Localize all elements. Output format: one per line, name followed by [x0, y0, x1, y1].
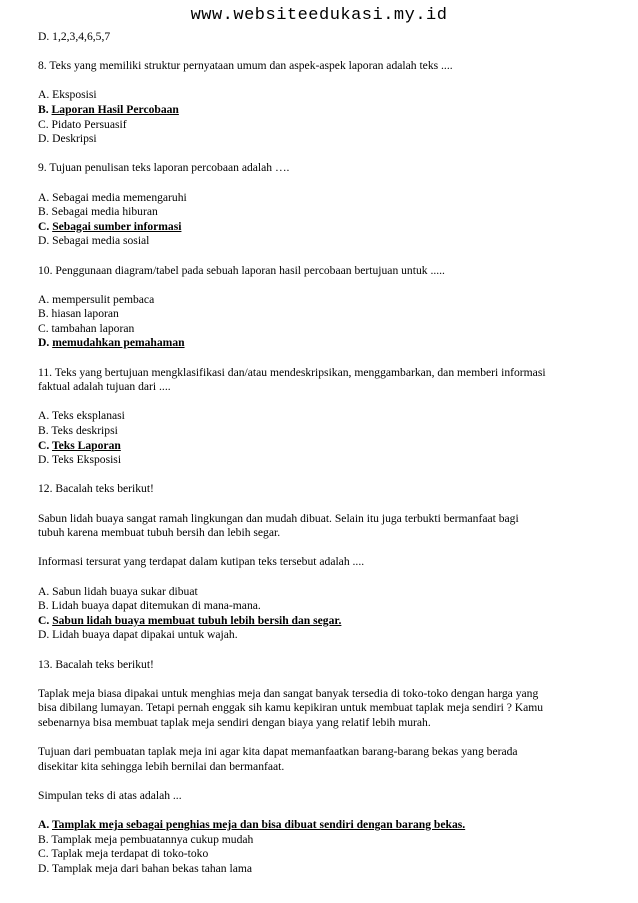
q9-option-b: B. Sebagai media hiburan — [38, 205, 158, 219]
q13-option-b: B. Tamplak meja pembuatannya cukup mudah — [38, 832, 254, 846]
q12-option-b: B. Lidah buaya dapat ditemukan di mana-mana. — [38, 599, 261, 613]
q13-passage2-line-1: Tujuan dari pembuatan taplak meja ini agar kita dapat memanfaatkan barang-barang bekas yang berada — [38, 745, 518, 759]
question-11-line-2: faktual adalah tujuan dari .... — [38, 380, 171, 394]
question-12: Informasi tersurat yang terdapat dalam kutipan teks tersebut adalah .... — [38, 555, 365, 569]
q13-option-a-prefix: A. — [38, 818, 50, 832]
q11-option-c-correct — [38, 439, 608, 454]
q12-option-c-correct — [38, 614, 608, 629]
q8-option-a: A. Eksposisi — [38, 88, 97, 102]
q13-passage1-line-2: bisa dibilang lumayan. Tetapi pernah enggak sih kamu kepikiran untuk membuat taplak meja sendiri ? Kamu — [38, 701, 544, 715]
q13-passage1-line-3: sebenarnya bisa membuat taplak meja sendiri dengan biaya yang relatif lebih murah. — [38, 715, 431, 729]
q12-option-c-text: Sabun lidah buaya membuat tubuh lebih bersih dan segar. — [52, 613, 342, 627]
q8-option-b-correct — [38, 103, 608, 118]
previous-answer: D. 1,2,3,4,6,5,7 — [38, 30, 111, 43]
q9-option-c-correct — [38, 220, 608, 235]
question-13: Simpulan teks di atas adalah ... — [38, 788, 182, 802]
q9-option-c-text: Sebagai sumber informasi — [52, 219, 182, 233]
q13-passage1-line-1: Taplak meja biasa dipakai untuk menghias meja dan sangat banyak tersedia di toko-toko dengan harga yang — [38, 686, 539, 700]
q9-option-a: A. Sebagai media memengaruhi — [38, 190, 187, 204]
q11-option-d: D. Teks Eksposisi — [38, 453, 122, 467]
q8-option-b-text: Laporan Hasil Percobaan — [51, 102, 179, 116]
q10-option-c: C. tambahan laporan — [38, 321, 135, 335]
q10-option-a: A. mempersulit pembaca — [38, 292, 155, 306]
q8-option-b-prefix: B. — [38, 102, 49, 116]
q12-passage-line-1: Sabun lidah buaya sangat ramah lingkungan dan mudah dibuat. Selain itu juga terbukti bermanfaat bagi — [38, 511, 519, 525]
document-body — [38, 30, 608, 876]
q9-option-c-prefix: C. — [38, 219, 50, 233]
q10-option-b: B. hiasan laporan — [38, 307, 119, 321]
q11-option-b: B. Teks deskripsi — [38, 424, 118, 438]
question-13-intro: 13. Bacalah teks berikut! — [38, 657, 154, 671]
q12-option-a: A. Sabun lidah buaya sukar dibuat — [38, 584, 198, 598]
watermark: www.websiteedukasi.my.id — [190, 6, 448, 25]
question-10: 10. Penggunaan diagram/tabel pada sebuah laporan hasil percobaan bertujuan untuk ..... — [38, 263, 445, 277]
q10-option-d-prefix: D. — [38, 336, 50, 350]
q13-option-d: D. Tamplak meja dari bahan bekas tahan lama — [38, 861, 253, 875]
q13-passage2-line-2: disekitar kita sehingga lebih bernilai dan bermanfaat. — [38, 759, 285, 773]
q11-option-c-prefix: C. — [38, 438, 50, 452]
q13-option-c: C. Taplak meja terdapat di toko-toko — [38, 847, 209, 861]
q11-option-a: A. Teks eksplanasi — [38, 409, 125, 423]
q9-option-d: D. Sebagai media sosial — [38, 234, 150, 248]
q11-option-c-text: Teks Laporan — [51, 438, 121, 452]
q10-option-d-text: memudahkan pemahaman — [52, 336, 185, 350]
q12-option-d: D. Lidah buaya dapat dipakai untuk wajah. — [38, 628, 238, 642]
question-9: 9. Tujuan penulisan teks laporan percobaan adalah …. — [38, 161, 290, 175]
q12-passage-line-2: tubuh karena membuat tubuh bersih dan lebih segar. — [38, 526, 281, 540]
q13-option-a-correct — [38, 818, 608, 833]
question-11-line-1: 11. Teks yang bertujuan mengklasifikasi dan/atau mendeskripsikan, menggambarkan, dan memberi informasi — [38, 365, 546, 379]
q12-option-c-prefix: C. — [38, 613, 50, 627]
question-12-intro: 12. Bacalah teks berikut! — [38, 482, 154, 496]
q8-option-d: D. Deskripsi — [38, 132, 97, 146]
q8-option-c: C. Pidato Persuasif — [38, 117, 127, 131]
q13-option-a-text: Tamplak meja sebagai penghias meja dan bisa dibuat sendiri dengan barang bekas. — [51, 818, 466, 832]
q10-option-d-correct — [38, 336, 608, 351]
question-8: 8. Teks yang memiliki struktur pernyataan umum dan aspek-aspek laporan adalah teks .... — [38, 59, 453, 73]
